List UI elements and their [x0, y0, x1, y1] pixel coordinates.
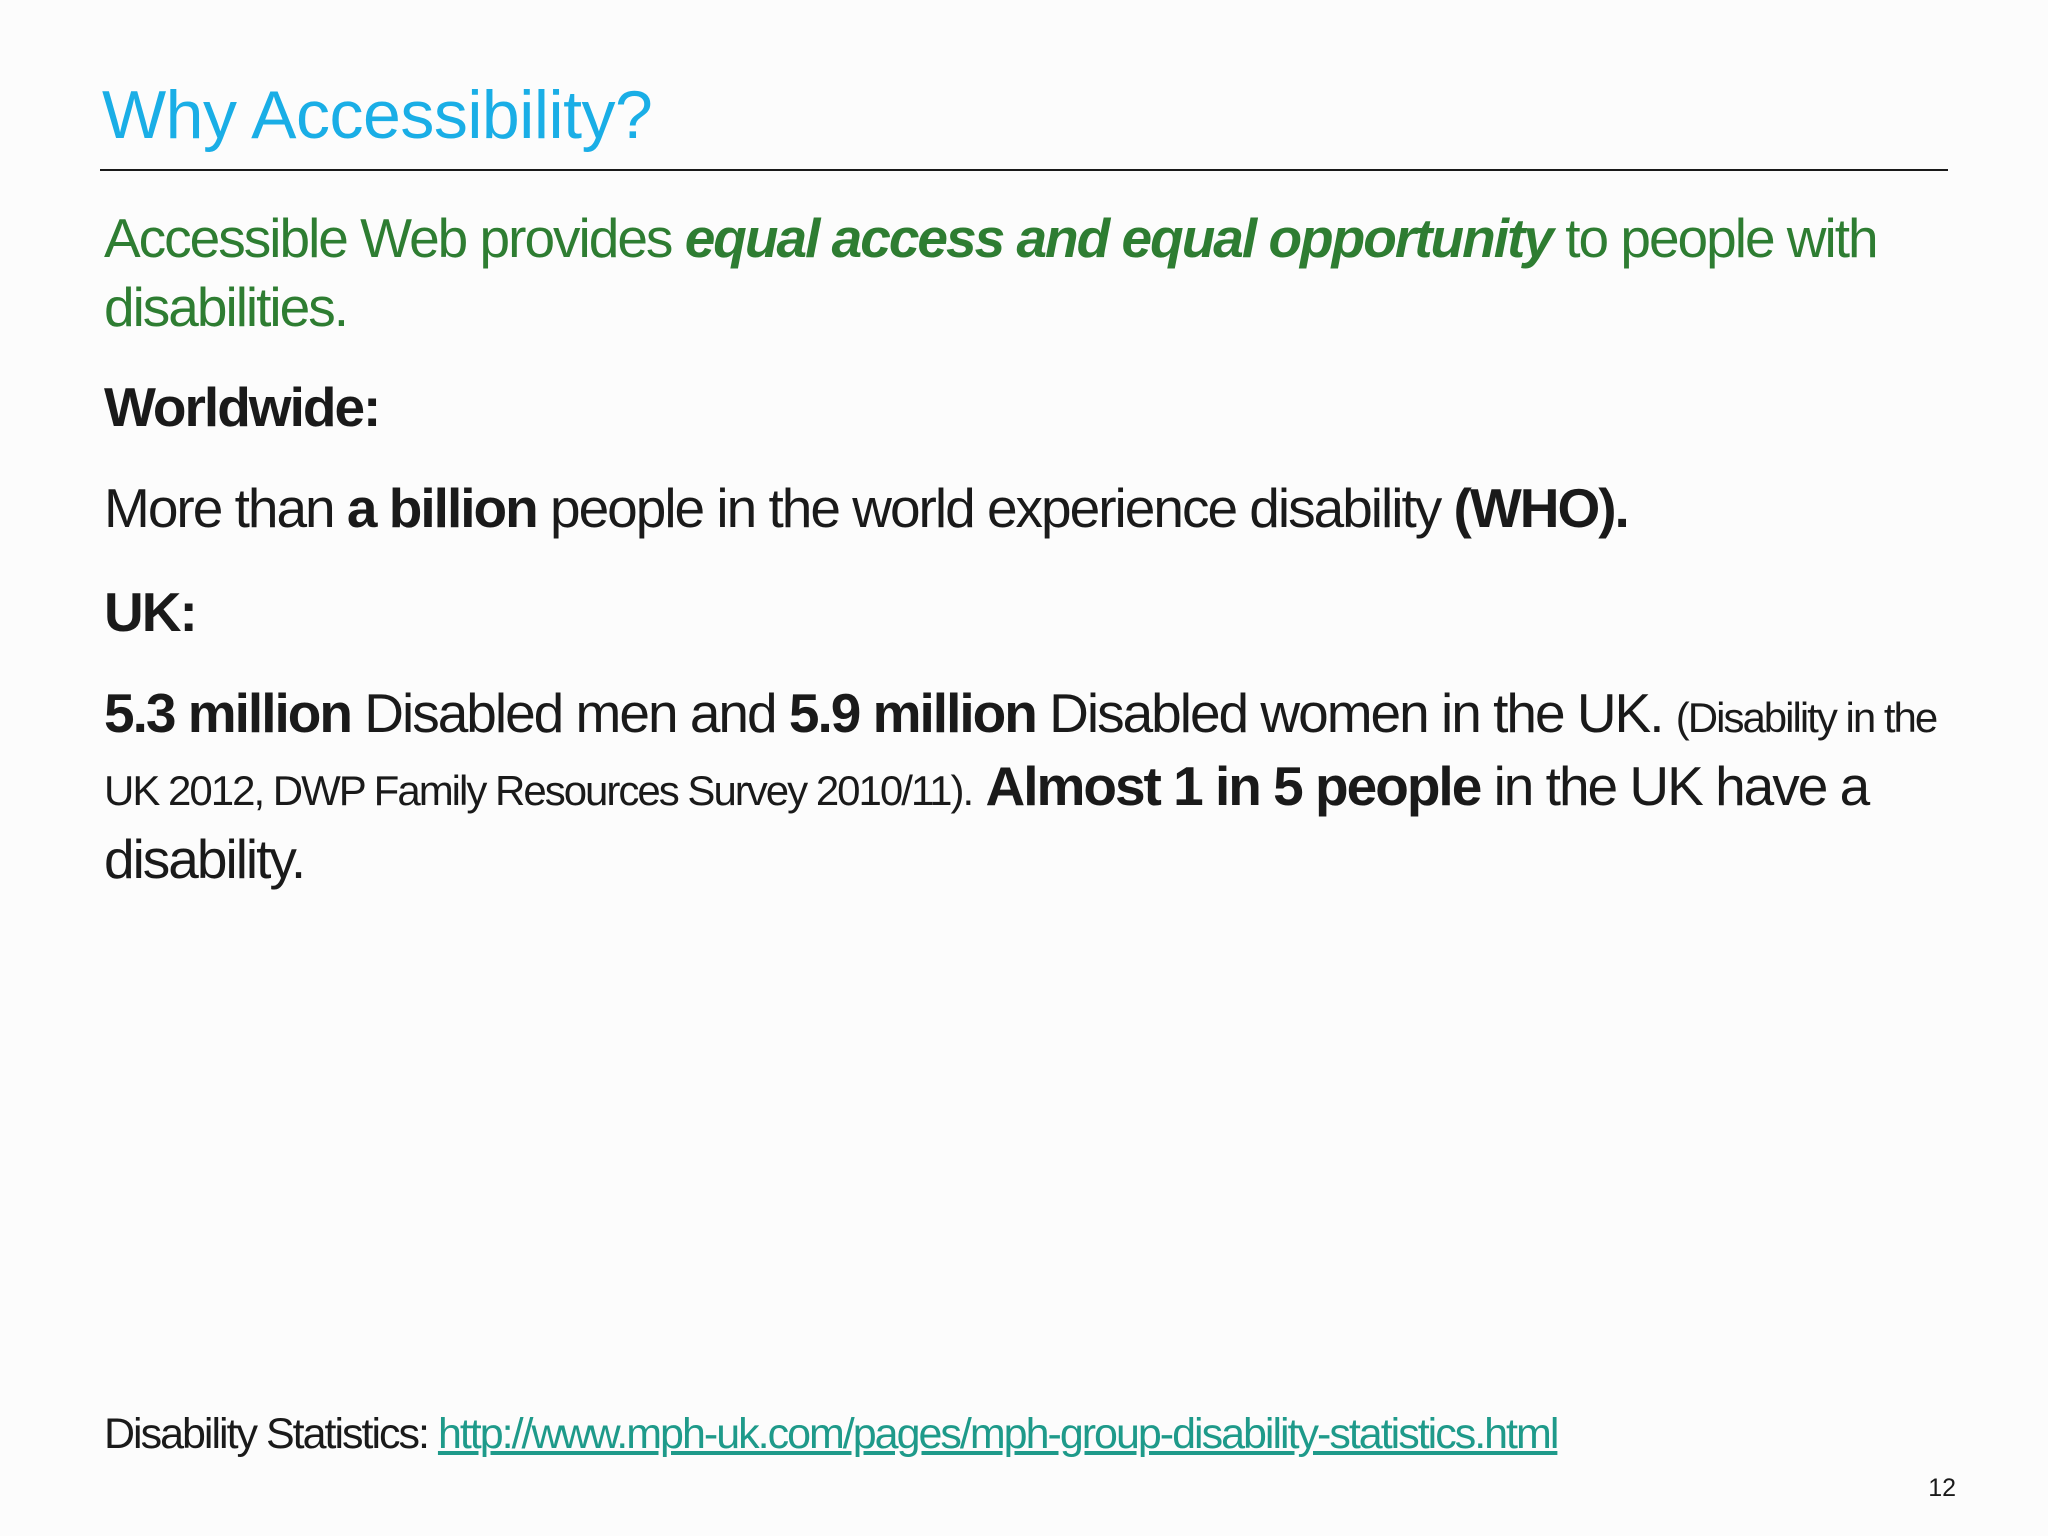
- uk-bold-men: 5.3 million: [104, 682, 351, 744]
- intro-text-1: Accessible Web provides: [104, 207, 685, 269]
- worldwide-bold-1: a billion: [346, 477, 537, 539]
- uk-paragraph: [104, 679, 1964, 894]
- page-number: 12: [1928, 1474, 1956, 1502]
- worldwide-text-2: people in the world experience disability: [536, 477, 1454, 539]
- uk-bold-ratio: Almost 1 in 5 people: [985, 755, 1481, 817]
- intro-text-2: to people with disabilities.: [104, 207, 1877, 338]
- uk-text-1: Disabled men and: [350, 682, 789, 744]
- uk-text-2: Disabled women in the UK.: [1035, 682, 1676, 744]
- intro-paragraph: [104, 204, 1964, 342]
- uk-text-3: in the UK have a disability.: [104, 755, 1869, 890]
- source-line: [104, 1410, 1557, 1459]
- worldwide-bold-2: (WHO).: [1453, 477, 1628, 539]
- uk-citation: (Disability in the UK 2012, DWP Family Resources Survey 2010/11).: [104, 694, 1937, 814]
- title-divider: [100, 169, 1948, 171]
- worldwide-heading: Worldwide:: [104, 376, 380, 438]
- source-link[interactable]: http://www.mph-uk.com/pages/mph-group-disability-statistics.html: [437, 1410, 1558, 1458]
- source-label: Disability Statistics:: [104, 1410, 438, 1458]
- uk-heading: UK:: [104, 581, 196, 643]
- slide-title: Why Accessibility?: [102, 77, 653, 153]
- worldwide-text-1: More than: [104, 477, 347, 539]
- intro-emphasis: equal access and equal opportunity: [684, 207, 1552, 269]
- uk-bold-women: 5.9 million: [788, 682, 1036, 744]
- worldwide-paragraph: [104, 476, 1964, 540]
- uk-space: [972, 755, 985, 817]
